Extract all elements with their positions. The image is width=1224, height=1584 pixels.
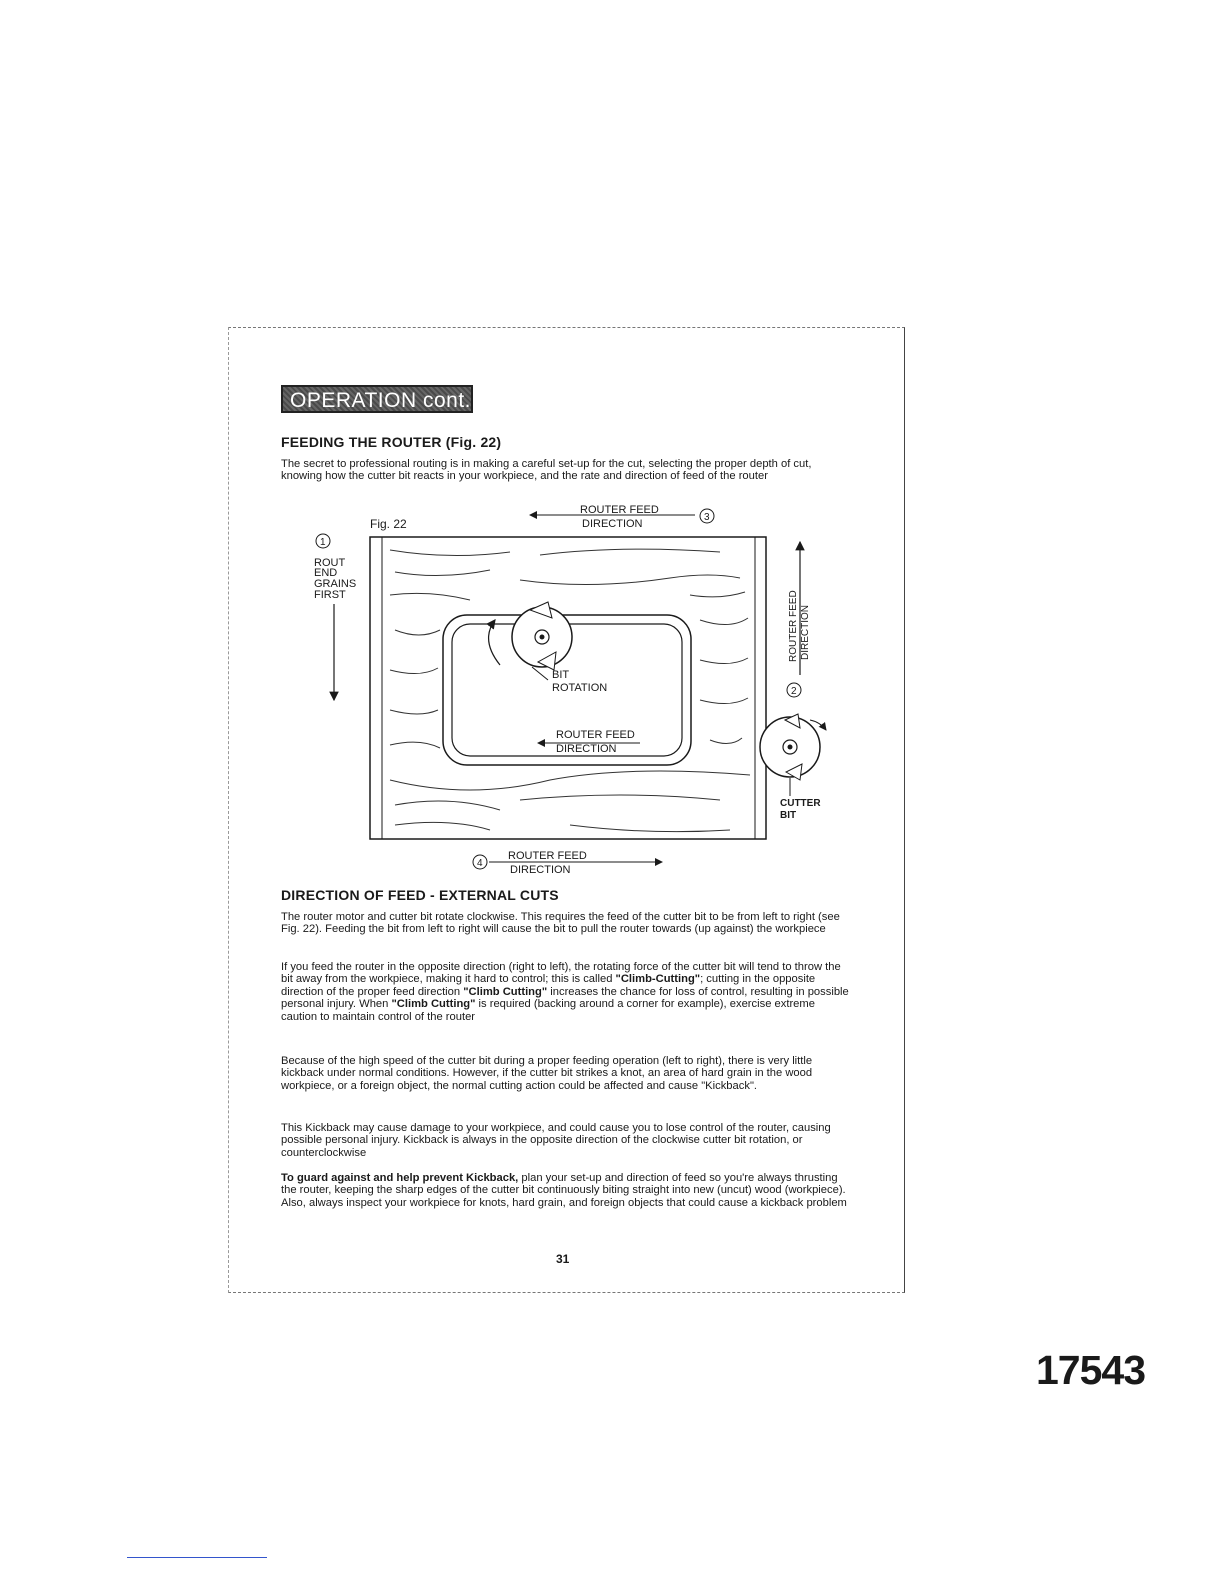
top-feed-label-2: DIRECTION [582,518,643,530]
inner-feed-label-1: ROUTER FEED [556,729,635,741]
marker-4: 4 [477,858,483,869]
marker-3: 3 [704,512,710,523]
rout-label-4: FIRST [314,589,346,601]
right-feed-label-1: ROUTER FEED [788,590,799,662]
bottom-rule [127,1557,267,1558]
top-feed-label-1: ROUTER FEED [580,504,659,516]
rout-label-2: END [314,567,338,579]
fig-label: Fig. 22 [370,517,407,531]
feed-direction-diagram [290,500,850,890]
feeding-heading: FEEDING THE ROUTER (Fig. 22) [281,434,502,450]
marker-2: 2 [791,686,797,697]
paragraph-prevent-kickback: To guard against and help prevent Kickback, plan your set-up and direction of feed so you're always thrusting the router, keeping the sharp edges of the cutter bit continuously biting straight into new (uncut) wood (workpiece). Also, always inspect your workpiece for knots, hard grain, and foreign objects that could cause a kickback problem [281,1172,847,1209]
bit-rotation-arrow [489,620,500,665]
cutter-bit-label-2: BIT [780,810,797,821]
paragraph-climb-cutting: If you feed the router in the opposite direction (right to left), the rotating force of the cutter bit will tend to throw the bit away from the workpiece, making it hard to control; this is called "Climb-Cutting"; cutting in the opposite direction of the proper feed direction "Climb Cutting" increases the chance for loss of control, resulting in possible personal injury. When "Climb Cutting" is required (backing around a corner for example), exercise extreme caution to maintain control of the router [281,961,849,1023]
paragraph-kickback-effects: This Kickback may cause damage to your workpiece, and could cause you to lose control of the router, causing possible personal injury. Kickback is always in the opposite direction of the clockwise cutter bit rotation, or counterclockwise [281,1122,831,1159]
page-number: 31 [556,1252,570,1266]
inner-feed-label-2: DIRECTION [556,743,617,755]
paragraph-rotation: The router motor and cutter bit rotate clockwise. This requires the feed of the cutter bit to be from left to right (see Fig. 22). Feeding the bit from left to right will cause the bit to pull the router towards (up against) the workpiece [281,911,840,936]
rout-label-1: ROUT [314,557,346,569]
right-feed-label-2: DIRECTION [800,605,811,660]
bit-rotation-label-1: BIT [552,669,570,681]
paragraph-kickback-conditions: Because of the high speed of the cutter bit during a proper feeding operation (left to right), there is very little kickback under normal conditions. However, if the cutter bit strikes a knot, an area of hard grain in the wood workpiece, or a foreign object, the normal cutting action could be affected and cause "Kickback". [281,1055,813,1092]
external-cuts-heading: DIRECTION OF FEED - EXTERNAL CUTS [281,887,559,903]
figure-22 [290,500,850,890]
marker-1: 1 [320,537,326,548]
feeding-paragraph: The secret to professional routing is in making a careful set-up for the cut, selecting the proper depth of cut, knowing how the cutter bit reacts in your workpiece, and the rate and direction of feed of the router [281,458,812,483]
bit-rotation-label-2: ROTATION [552,682,608,694]
bottom-feed-label-1: ROUTER FEED [508,850,587,862]
section-banner: OPERATION cont. [281,385,473,413]
document-id: 17543 [1036,1347,1146,1393]
cutter-bit-label-1: CUTTER [780,798,821,809]
bottom-feed-label-2: DIRECTION [510,864,571,876]
rout-label-3: GRAINS [314,578,357,590]
